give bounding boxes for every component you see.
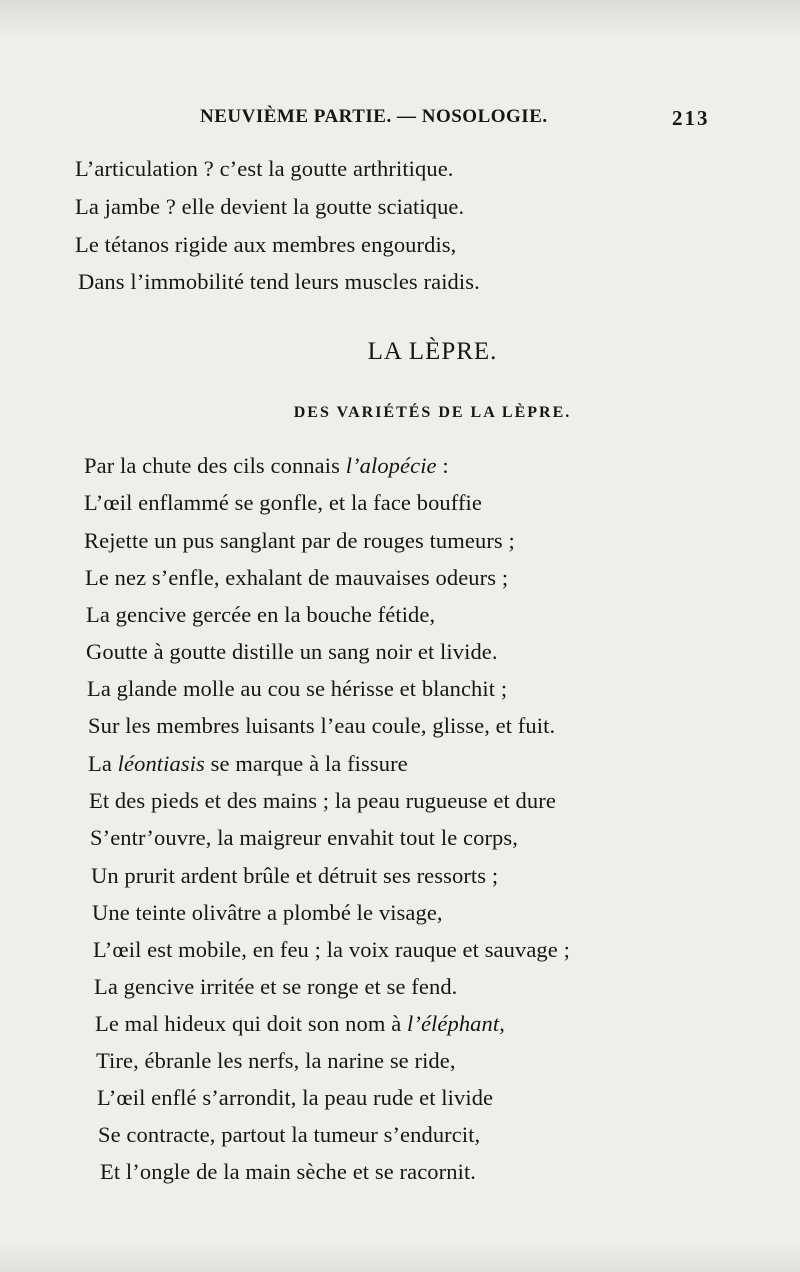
verse-line: Et des pieds et des mains ; la peau rugueuse et dure xyxy=(89,788,556,813)
verse-line: La gencive gercée en la bouche fétide, xyxy=(86,602,436,627)
verse-text: Le mal hideux qui doit son nom à xyxy=(95,1011,408,1036)
verse-line xyxy=(84,452,449,480)
italic-term: léontiasis xyxy=(117,751,205,776)
verse-line xyxy=(95,1010,505,1038)
verse-text: Par la chute des cils connais xyxy=(84,453,346,478)
verse-line: Rejette un pus sanglant par de rouges tumeurs ; xyxy=(84,528,515,553)
verse-line: Le tétanos rigide aux membres engourdis, xyxy=(75,232,457,257)
verse-line: S’entr’ouvre, la maigreur envahit tout le corps, xyxy=(90,825,518,850)
italic-term: l’éléphant xyxy=(407,1011,500,1036)
verse-line: La jambe ? elle devient la goutte sciatique. xyxy=(75,194,465,219)
verse-line: Le nez s’enfle, exhalant de mauvaises odeurs ; xyxy=(85,565,509,590)
verse-line: L’œil enflé s’arrondit, la peau rude et livide xyxy=(97,1085,494,1110)
verse-line: Une teinte olivâtre a plombé le visage, xyxy=(92,900,443,925)
verse-line: L’œil enflammé se gonfle, et la face bouffie xyxy=(84,490,482,515)
verse-line: La gencive irritée et se ronge et se fend. xyxy=(94,974,458,999)
verse-text: , xyxy=(499,1011,505,1036)
verse-line: Sur les membres luisants l’eau coule, glisse, et fuit. xyxy=(88,713,556,738)
verse-line: Un prurit ardent brûle et détruit ses ressorts ; xyxy=(91,863,499,888)
verse-text: : xyxy=(436,453,449,478)
verse-line: Tire, ébranle les nerfs, la narine se ride, xyxy=(96,1048,456,1073)
verse-line: Et l’ongle de la main sèche et se racornit. xyxy=(100,1159,477,1184)
running-header xyxy=(0,106,800,136)
running-title: NEUVIÈME PARTIE. — NOSOLOGIE. xyxy=(200,106,548,127)
verse-line: Goutte à goutte distille un sang noir et livide. xyxy=(86,639,498,664)
verse-text: La xyxy=(88,751,118,776)
section-subtitle: DES VARIÉTÉS DE LA LÈPRE. xyxy=(293,404,572,421)
verse-line: La glande molle au cou se hérisse et blanchit ; xyxy=(87,676,508,701)
verse-text: se marque à la fissure xyxy=(204,751,408,776)
verse-line: Dans l’immobilité tend leurs muscles raidis. xyxy=(78,269,480,294)
page-top-shadow xyxy=(0,0,800,40)
verse-line: L’œil est mobile, en feu ; la voix rauque et sauvage ; xyxy=(93,937,570,962)
verse-line: L’articulation ? c’est la goutte arthritique. xyxy=(75,156,454,181)
section-title: LA LÈPRE. xyxy=(367,338,498,365)
page-number: 213 xyxy=(672,106,710,130)
italic-term: l’alopécie xyxy=(345,453,437,478)
verse-line xyxy=(88,750,408,778)
page-bottom-shadow xyxy=(0,1242,800,1272)
verse-line: Se contracte, partout la tumeur s’endurcit, xyxy=(98,1122,481,1147)
